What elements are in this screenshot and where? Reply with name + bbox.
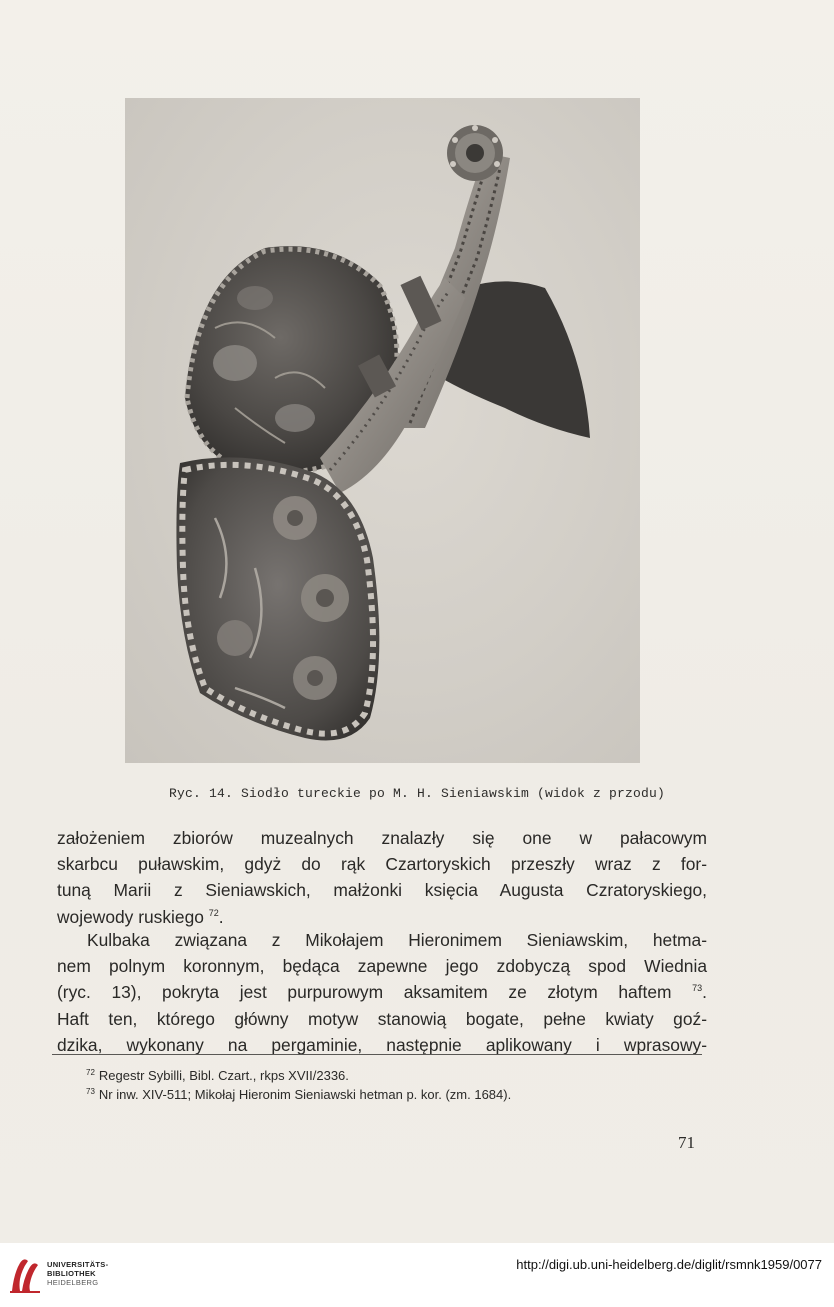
footnote-reference[interactable]: 72 xyxy=(208,907,219,918)
saddle-illustration xyxy=(125,98,640,763)
sentence-end: . xyxy=(218,906,224,927)
text-line: nem polnym koronnym, będąca zapewne jego zdobyczą spod Wiednia xyxy=(57,956,707,977)
footnote xyxy=(86,1066,706,1086)
text-line: Haft ten, którego główny motyw stanowią bogate, pełne kwiaty goź- xyxy=(57,1008,707,1029)
paragraph-1 xyxy=(57,825,707,930)
footnote-number: 72 xyxy=(86,1068,95,1077)
university-library-logo-icon[interactable] xyxy=(8,1255,42,1295)
text-line xyxy=(57,979,707,1005)
footnote-number: 73 xyxy=(86,1087,95,1096)
page-number: 71 xyxy=(678,1133,695,1152)
library-name xyxy=(47,1260,108,1287)
source-url[interactable]: http://digi.ub.uni-heidelberg.de/diglit/rsmnk1959/0077 xyxy=(516,1257,822,1272)
footnote xyxy=(86,1085,706,1105)
footnote-text: Regestr Sybilli, Bibl. Czart., rkps XVII/2336. xyxy=(98,1068,349,1083)
text-fragment: wojewody ruskiego xyxy=(57,906,204,927)
library-name-line: HEIDELBERG xyxy=(47,1278,99,1287)
text-line: dzika, wykonany na pergaminie, następnie aplikowany i wprasowy- xyxy=(57,1034,707,1055)
text-line: Kulbaka związana z Mikołajem Hieronimem Sieniawskim, hetma- xyxy=(87,930,707,950)
text-line xyxy=(57,904,707,930)
figure-caption: Ryc. 14. Siodło tureckie po M. H. Sieniawskim (widok z przodu) xyxy=(168,786,666,801)
footnote-divider xyxy=(52,1054,702,1055)
text-line: tuną Marii z Sieniawskich, małżonki księcia Augusta Czratoryskiego, xyxy=(57,880,707,901)
library-name-line: UNIVERSITÄTS- xyxy=(47,1260,109,1269)
text-fragment: (ryc. 13), pokryta jest purpurowym aksamitem ze złotym haftem xyxy=(57,982,672,1003)
saddle-photograph xyxy=(125,98,640,763)
library-footer xyxy=(0,1243,834,1307)
library-name-line: BIBLIOTHEK xyxy=(47,1269,96,1278)
footnote-reference[interactable]: 73 xyxy=(692,983,703,994)
sentence-end: . xyxy=(702,982,707,1003)
text-line: skarbcu puławskim, gdyż do rąk Czartoryskich przeszły wraz z for- xyxy=(57,854,707,875)
footnote-text: Nr inw. XIV-511; Mikołaj Hieronim Sieniawski hetman p. kor. (zm. 1684). xyxy=(98,1087,512,1102)
paragraph-2 xyxy=(57,927,707,1058)
text-line: założeniem zbiorów muzealnych znalazły się one w pałacowym xyxy=(57,828,707,848)
